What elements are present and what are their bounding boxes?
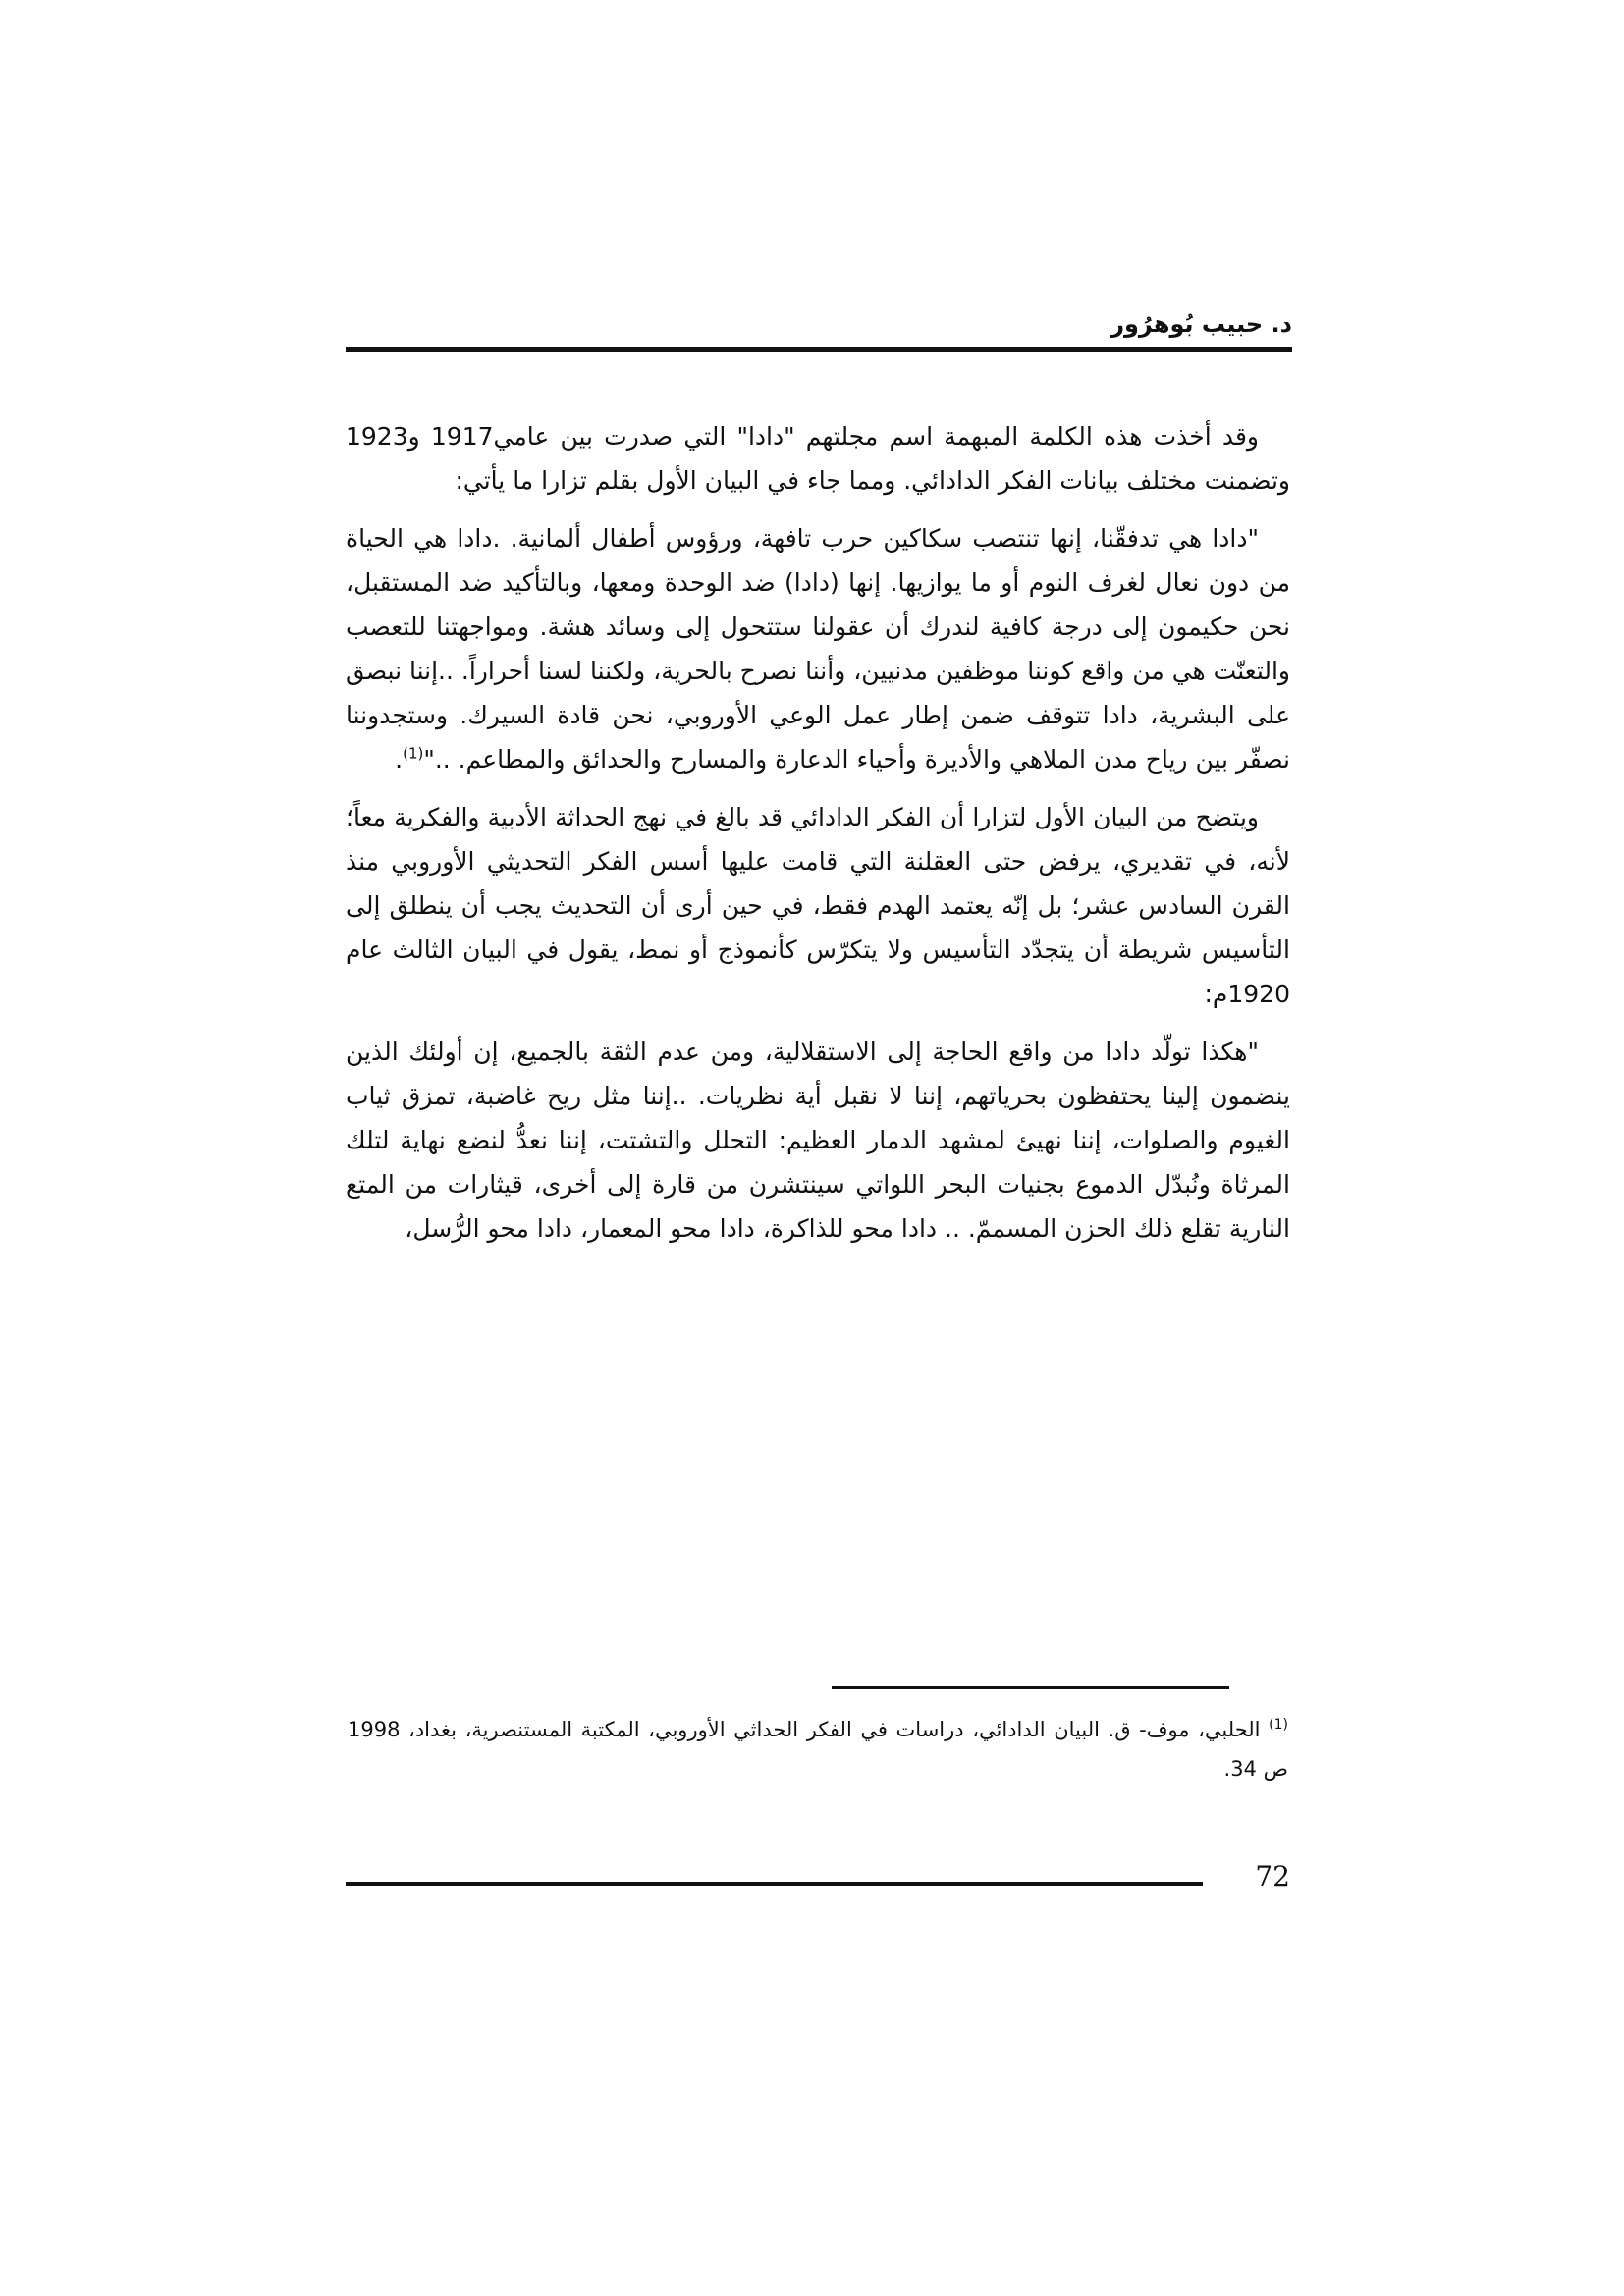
quote-end: . bbox=[395, 745, 404, 774]
quote-text: "دادا هي تدفقّنا، إنها تنتصب سكاكين حرب تافهة، ورؤوس أطفال ألمانية. .دادا هي الحياة من دون نعال لغرف النوم أو ما يوازيها. إنها (دادا) ضد الوحدة ومعها، وبالتأكيد ضد المستقبل، نحن حكيمون إلى درجة كافية لندرك أن عقولنا ستتحول إلى وسائد هشة. ومواجهتنا للتعصب والتعنّت هي من واقع كوننا موظفين مدنيين، وأننا نصرح بالحرية، ولكننا لسنا أحراراً. ..إننا نبصق على البشرية، دادا تتوقف ضمن إطار عمل الوعي الأوروبي، نحن قادة السيرك. وستجدوننا نصفّر بين رياح مدن الملاهي والأديرة وأحياء الدعارة والمسارح والحدائق والمطاعم. .." bbox=[346, 524, 1290, 774]
quote-paragraph bbox=[346, 516, 1290, 781]
footnote-marker: (1) bbox=[1269, 1717, 1288, 1733]
paragraph: وقد أخذت هذه الكلمة المبهمة اسم مجلتهم "دادا" التي صدرت بين عامي1917 و1923 وتضمنت مختلف بيانات الفكر الدادائي. ومما جاء في البيان الأول بقلم تزارا ما يأتي: bbox=[346, 422, 1290, 495]
footnote-text: الحلبي، موف- ق. البيان الدادائي، دراسات في الفكر الحداثي الأوروبي، المكتبة المستنصرية، بغداد، 1998 ص 34. bbox=[348, 1718, 1288, 1781]
header-divider bbox=[346, 347, 1292, 352]
quote-paragraph: "هكذا تولّد دادا من واقع الحاجة إلى الاستقلالية، ومن عدم الثقة بالجميع، إن أولئك الذين ينضمون إلينا يحتفظون بحرياتهم، إننا لا نقبل أية نظريات. ..إننا مثل ريح غاضبة، تمزق ثياب الغيوم والصلوات، إننا نهيئ لمشهد الدمار العظيم: التحلل والتشتت، إننا نعدُّ لنضع نهاية لتلك المرثاة ونُبدّل الدموع بجنيات البحر اللواتي سينتشرن من قارة إلى أخرى، قيثارات من المتع النارية تقلع ذلك الحزن المسممّ. .. دادا محو للذاكرة، دادا محو المعمار، دادا محو الرُّسل، bbox=[346, 1038, 1290, 1243]
page-number: 72 bbox=[1255, 1860, 1290, 1893]
footer-divider bbox=[346, 1882, 1203, 1886]
main-text bbox=[346, 414, 1290, 1264]
footnote bbox=[348, 1710, 1288, 1789]
footnote-divider bbox=[832, 1686, 1229, 1689]
footnote-reference[interactable]: (1) bbox=[403, 744, 424, 763]
paragraph: ويتضح من البيان الأول لتزارا أن الفكر الدادائي قد بالغ في نهج الحداثة الأدبية والفكرية معاً؛ لأنه، في تقديري، يرفض حتى العقلنة التي قامت عليها أسس الفكر التحديثي الأوروبي منذ القرن السادس عشر؛ بل إنّه يعتمد الهدم فقط، في حين أرى أن التحديث يجب أن ينطلق إلى التأسيس شريطة أن يتجدّد التأسيس ولا يتكرّس كأنموذج أو نمط، يقول في البيان الثالث عام 1920م: bbox=[346, 803, 1290, 1008]
author-name: د. حبيب بُوهرُور bbox=[1110, 310, 1292, 338]
